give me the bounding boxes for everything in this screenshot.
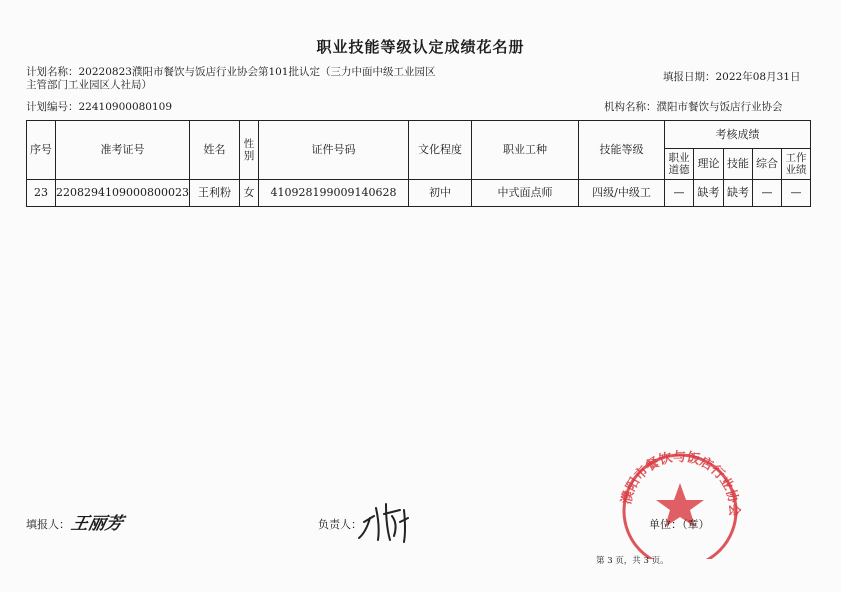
header-seq: 序号 xyxy=(27,121,56,180)
cell-theory: 缺考 xyxy=(693,180,723,207)
cell-level: 四级/中级工 xyxy=(578,180,664,207)
cell-work: — xyxy=(781,180,810,207)
header-id-no: 证件号码 xyxy=(258,121,408,180)
cell-occupation: 中式面点师 xyxy=(471,180,578,207)
plan-no-value: 22410900080109 xyxy=(78,101,173,113)
table-row xyxy=(27,180,811,207)
cell-name: 王利粉 xyxy=(189,180,239,207)
header-name: 姓名 xyxy=(189,121,239,180)
stamp-seal-icon xyxy=(616,449,744,559)
header-comprehensive: 综合 xyxy=(752,149,781,180)
cell-skill: 缺考 xyxy=(723,180,752,207)
cell-ethics: — xyxy=(664,180,693,207)
fill-date-value: 2022年08月31日 xyxy=(715,71,801,83)
cell-exam-no: 2208294109000800023 xyxy=(56,180,190,207)
plan-no-label: 计划编号： xyxy=(26,101,79,113)
score-table xyxy=(26,120,811,207)
cell-comprehensive: — xyxy=(752,180,781,207)
org-name xyxy=(604,101,783,114)
plan-name-line1: 20220823濮阳市餐饮与饭店行业协会第101批认定（三力中面中级工业园区 xyxy=(78,66,436,78)
cell-id-no: 410928199009140628 xyxy=(258,180,408,207)
cell-education: 初中 xyxy=(408,180,471,207)
header-scores: 考核成绩 xyxy=(664,121,810,149)
header-work: 工作业绩 xyxy=(781,149,810,180)
header-occupation: 职业工种 xyxy=(471,121,578,180)
header-education: 文化程度 xyxy=(408,121,471,180)
organization-stamp xyxy=(616,449,744,563)
page-info: 第 3 页，共 3 页。 xyxy=(596,556,669,566)
header-ethics: 职业道德 xyxy=(664,149,693,180)
header-exam-no: 准考证号 xyxy=(56,121,190,180)
page-title: 职业技能等级认定成绩花名册 xyxy=(316,38,525,56)
header-level: 技能等级 xyxy=(578,121,664,180)
cell-seq: 23 xyxy=(27,180,56,207)
svg-text:濮阳市餐饮与饭店行业协会: 濮阳市餐饮与饭店行业协会 xyxy=(619,449,742,517)
org-label: 机构名称： xyxy=(604,101,657,113)
fill-date xyxy=(663,71,800,84)
header-skill: 技能 xyxy=(723,149,752,180)
plan-no xyxy=(26,101,172,114)
responsible-signature-drawing xyxy=(356,496,436,546)
filler-signature: 王丽芳 xyxy=(69,514,125,534)
filler-label: 填报人： xyxy=(26,518,70,531)
unit-seal-label: 单位：（章） xyxy=(649,518,710,531)
header-theory: 理论 xyxy=(693,149,723,180)
cell-gender: 女 xyxy=(239,180,258,207)
plan-name-label: 计划名称： xyxy=(26,66,79,78)
org-value: 濮阳市餐饮与饭店行业协会 xyxy=(656,101,783,113)
responsible-label: 负责人： xyxy=(318,518,362,531)
fill-date-label: 填报日期： xyxy=(663,71,716,83)
plan-name-line2: 主管部门工业园区人社局） xyxy=(26,79,152,91)
header-gender: 性别 xyxy=(239,121,258,180)
plan-name xyxy=(26,66,435,79)
responsible-signature xyxy=(356,496,436,550)
